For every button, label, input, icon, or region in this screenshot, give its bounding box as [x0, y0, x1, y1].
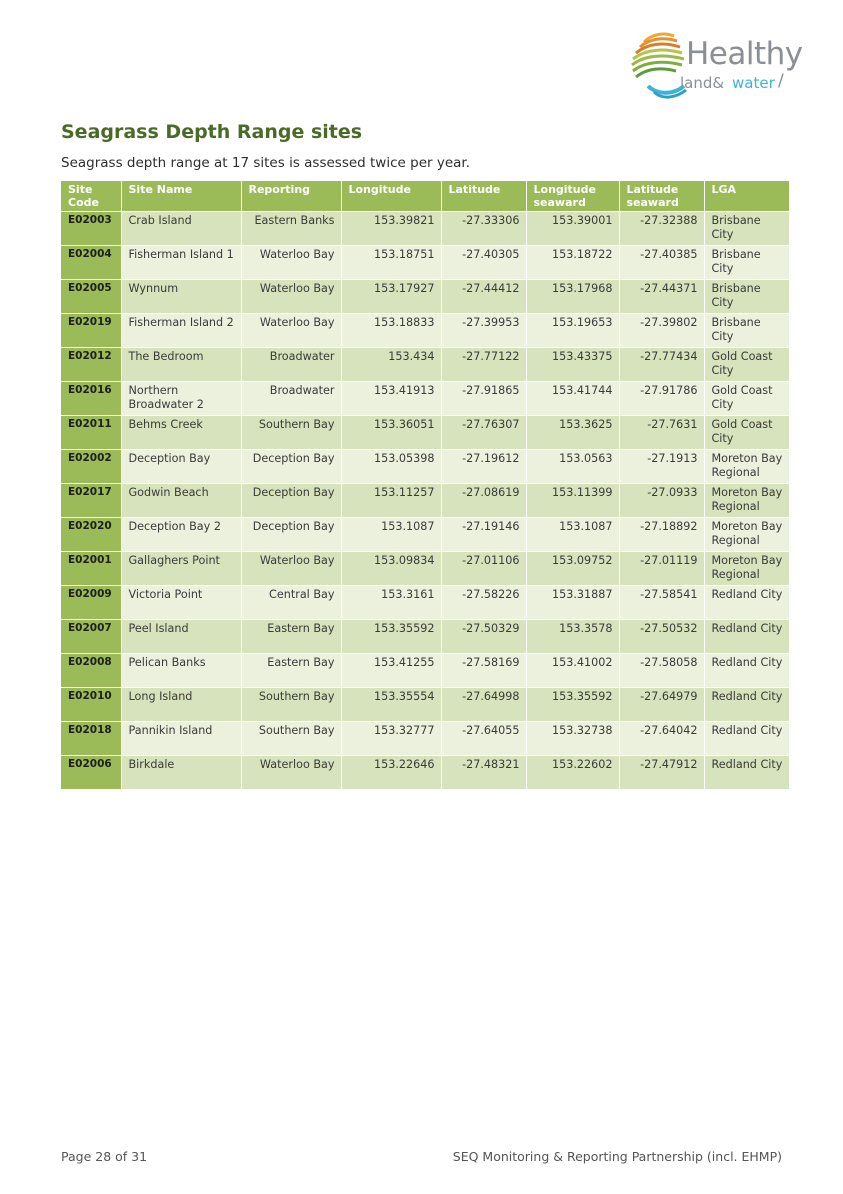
latitude-cell: -27.58226	[441, 586, 526, 620]
latitude-seaward-cell: -27.7631	[619, 416, 704, 450]
site-name-cell: Northern Broadwater 2	[121, 382, 241, 416]
site-code-cell: E02010	[61, 688, 121, 722]
latitude-seaward-cell: -27.58058	[619, 654, 704, 688]
latitude-cell: -27.08619	[441, 484, 526, 518]
longitude-cell: 153.434	[341, 348, 441, 382]
site-name-cell: Long Island	[121, 688, 241, 722]
latitude-cell: -27.76307	[441, 416, 526, 450]
longitude-cell: 153.36051	[341, 416, 441, 450]
site-code-cell: E02012	[61, 348, 121, 382]
latitude-cell: -27.77122	[441, 348, 526, 382]
intro-text: Seagrass depth range at 17 sites is assessed twice per year.	[61, 155, 471, 171]
table-row	[61, 382, 789, 416]
site-name-cell: Victoria Point	[121, 586, 241, 620]
lga-cell: Redland City	[704, 586, 789, 620]
site-code-cell: E02008	[61, 654, 121, 688]
latitude-seaward-cell: -27.91786	[619, 382, 704, 416]
latitude-seaward-cell: -27.39802	[619, 314, 704, 348]
logo-slash: /	[778, 71, 784, 91]
reporting-cell: Waterloo Bay	[241, 314, 341, 348]
latitude-cell: -27.64055	[441, 722, 526, 756]
longitude-cell: 153.1087	[341, 518, 441, 552]
reporting-cell: Eastern Bay	[241, 654, 341, 688]
longitude-seaward-cell: 153.17968	[526, 280, 619, 314]
reporting-cell: Waterloo Bay	[241, 280, 341, 314]
table-row	[61, 722, 789, 756]
site-name-cell: Birkdale	[121, 756, 241, 790]
reporting-cell: Deception Bay	[241, 484, 341, 518]
header-latitude: Latitude	[441, 181, 526, 212]
site-code-cell: E02005	[61, 280, 121, 314]
page-number: Page 28 of 31	[61, 1149, 148, 1164]
table-row	[61, 280, 789, 314]
site-code-cell: E02007	[61, 620, 121, 654]
longitude-seaward-cell: 153.31887	[526, 586, 619, 620]
table-row	[61, 518, 789, 552]
lga-cell: Brisbane City	[704, 314, 789, 348]
header-site-name: Site Name	[121, 181, 241, 212]
healthy-land-water-logo	[630, 28, 805, 103]
latitude-seaward-cell: -27.64979	[619, 688, 704, 722]
table-row	[61, 212, 789, 246]
longitude-seaward-cell: 153.3578	[526, 620, 619, 654]
longitude-seaward-cell: 153.39001	[526, 212, 619, 246]
lga-cell: Moreton Bay Regional	[704, 552, 789, 586]
lga-cell: Redland City	[704, 620, 789, 654]
lga-cell: Gold Coast City	[704, 416, 789, 450]
logo-word-healthy: Healthy	[686, 36, 803, 72]
latitude-cell: -27.01106	[441, 552, 526, 586]
latitude-seaward-cell: -27.58541	[619, 586, 704, 620]
longitude-seaward-cell: 153.32738	[526, 722, 619, 756]
longitude-seaward-cell: 153.3625	[526, 416, 619, 450]
longitude-cell: 153.09834	[341, 552, 441, 586]
longitude-cell: 153.18833	[341, 314, 441, 348]
site-name-cell: Gallaghers Point	[121, 552, 241, 586]
latitude-seaward-cell: -27.64042	[619, 722, 704, 756]
longitude-seaward-cell: 153.0563	[526, 450, 619, 484]
lga-cell: Redland City	[704, 654, 789, 688]
header-latitude-seaward: Latitude seaward	[619, 181, 704, 212]
lga-cell: Redland City	[704, 756, 789, 790]
latitude-seaward-cell: -27.47912	[619, 756, 704, 790]
page-title: Seagrass Depth Range sites	[61, 121, 363, 143]
latitude-cell: -27.39953	[441, 314, 526, 348]
reporting-cell: Southern Bay	[241, 688, 341, 722]
reporting-cell: Eastern Bay	[241, 620, 341, 654]
latitude-cell: -27.19612	[441, 450, 526, 484]
lga-cell: Brisbane City	[704, 246, 789, 280]
site-code-cell: E02004	[61, 246, 121, 280]
sites-table	[61, 181, 790, 789]
site-code-cell: E02017	[61, 484, 121, 518]
longitude-seaward-cell: 153.41744	[526, 382, 619, 416]
header-longitude: Longitude	[341, 181, 441, 212]
longitude-seaward-cell: 153.35592	[526, 688, 619, 722]
lga-cell: Gold Coast City	[704, 382, 789, 416]
lga-cell: Redland City	[704, 722, 789, 756]
latitude-seaward-cell: -27.44371	[619, 280, 704, 314]
site-name-cell: Fisherman Island 1	[121, 246, 241, 280]
site-name-cell: The Bedroom	[121, 348, 241, 382]
site-name-cell: Behms Creek	[121, 416, 241, 450]
longitude-cell: 153.05398	[341, 450, 441, 484]
table-row	[61, 586, 789, 620]
longitude-cell: 153.35592	[341, 620, 441, 654]
latitude-seaward-cell: -27.40385	[619, 246, 704, 280]
reporting-cell: Waterloo Bay	[241, 246, 341, 280]
logo-word-land: land&	[680, 74, 725, 92]
table-row	[61, 314, 789, 348]
latitude-seaward-cell: -27.50532	[619, 620, 704, 654]
site-code-cell: E02018	[61, 722, 121, 756]
reporting-cell: Southern Bay	[241, 722, 341, 756]
lga-cell: Moreton Bay Regional	[704, 484, 789, 518]
reporting-cell: Deception Bay	[241, 518, 341, 552]
site-code-cell: E02009	[61, 586, 121, 620]
site-name-cell: Pannikin Island	[121, 722, 241, 756]
longitude-cell: 153.22646	[341, 756, 441, 790]
latitude-cell: -27.33306	[441, 212, 526, 246]
latitude-seaward-cell: -27.1913	[619, 450, 704, 484]
site-code-cell: E02016	[61, 382, 121, 416]
lga-cell: Moreton Bay Regional	[704, 450, 789, 484]
table-body	[61, 212, 789, 790]
longitude-cell: 153.32777	[341, 722, 441, 756]
site-name-cell: Godwin Beach	[121, 484, 241, 518]
site-name-cell: Fisherman Island 2	[121, 314, 241, 348]
site-code-cell: E02003	[61, 212, 121, 246]
longitude-seaward-cell: 153.11399	[526, 484, 619, 518]
site-code-cell: E02002	[61, 450, 121, 484]
reporting-cell: Waterloo Bay	[241, 756, 341, 790]
latitude-cell: -27.64998	[441, 688, 526, 722]
site-code-cell: E02020	[61, 518, 121, 552]
site-code-cell: E02011	[61, 416, 121, 450]
reporting-cell: Southern Bay	[241, 416, 341, 450]
longitude-cell: 153.17927	[341, 280, 441, 314]
latitude-cell: -27.40305	[441, 246, 526, 280]
site-name-cell: Deception Bay	[121, 450, 241, 484]
lga-cell: Gold Coast City	[704, 348, 789, 382]
table-row	[61, 348, 789, 382]
latitude-seaward-cell: -27.32388	[619, 212, 704, 246]
longitude-cell: 153.35554	[341, 688, 441, 722]
lga-cell: Brisbane City	[704, 280, 789, 314]
table-row	[61, 416, 789, 450]
site-name-cell: Crab Island	[121, 212, 241, 246]
site-name-cell: Pelican Banks	[121, 654, 241, 688]
header-site-code: Site Code	[61, 181, 121, 212]
site-code-cell: E02001	[61, 552, 121, 586]
longitude-cell: 153.3161	[341, 586, 441, 620]
longitude-cell: 153.41255	[341, 654, 441, 688]
header-longitude-seaward: Longitude seaward	[526, 181, 619, 212]
reporting-cell: Central Bay	[241, 586, 341, 620]
logo-word-water: water	[732, 74, 775, 92]
latitude-seaward-cell: -27.77434	[619, 348, 704, 382]
header-lga: LGA	[704, 181, 789, 212]
table-header-row	[61, 181, 789, 212]
longitude-cell: 153.18751	[341, 246, 441, 280]
footer-partner: SEQ Monitoring & Reporting Partnership (incl. EHMP)	[452, 1149, 782, 1164]
longitude-seaward-cell: 153.19653	[526, 314, 619, 348]
longitude-seaward-cell: 153.43375	[526, 348, 619, 382]
longitude-cell: 153.41913	[341, 382, 441, 416]
lga-cell: Brisbane City	[704, 212, 789, 246]
latitude-seaward-cell: -27.18892	[619, 518, 704, 552]
table-row	[61, 756, 789, 790]
table-row	[61, 688, 789, 722]
site-name-cell: Deception Bay 2	[121, 518, 241, 552]
reporting-cell: Broadwater	[241, 348, 341, 382]
latitude-cell: -27.58169	[441, 654, 526, 688]
longitude-seaward-cell: 153.22602	[526, 756, 619, 790]
latitude-cell: -27.44412	[441, 280, 526, 314]
table-row	[61, 620, 789, 654]
latitude-cell: -27.50329	[441, 620, 526, 654]
latitude-cell: -27.91865	[441, 382, 526, 416]
table-row	[61, 450, 789, 484]
reporting-cell: Broadwater	[241, 382, 341, 416]
table-row	[61, 552, 789, 586]
longitude-seaward-cell: 153.09752	[526, 552, 619, 586]
reporting-cell: Deception Bay	[241, 450, 341, 484]
latitude-cell: -27.48321	[441, 756, 526, 790]
reporting-cell: Waterloo Bay	[241, 552, 341, 586]
lga-cell: Redland City	[704, 688, 789, 722]
site-name-cell: Wynnum	[121, 280, 241, 314]
header-reporting: Reporting	[241, 181, 341, 212]
table-row	[61, 654, 789, 688]
reporting-cell: Eastern Banks	[241, 212, 341, 246]
site-code-cell: E02019	[61, 314, 121, 348]
longitude-cell: 153.39821	[341, 212, 441, 246]
longitude-seaward-cell: 153.41002	[526, 654, 619, 688]
longitude-seaward-cell: 153.1087	[526, 518, 619, 552]
longitude-seaward-cell: 153.18722	[526, 246, 619, 280]
site-code-cell: E02006	[61, 756, 121, 790]
table-row	[61, 484, 789, 518]
latitude-seaward-cell: -27.0933	[619, 484, 704, 518]
latitude-cell: -27.19146	[441, 518, 526, 552]
lga-cell: Moreton Bay Regional	[704, 518, 789, 552]
table-row	[61, 246, 789, 280]
latitude-seaward-cell: -27.01119	[619, 552, 704, 586]
site-name-cell: Peel Island	[121, 620, 241, 654]
longitude-cell: 153.11257	[341, 484, 441, 518]
